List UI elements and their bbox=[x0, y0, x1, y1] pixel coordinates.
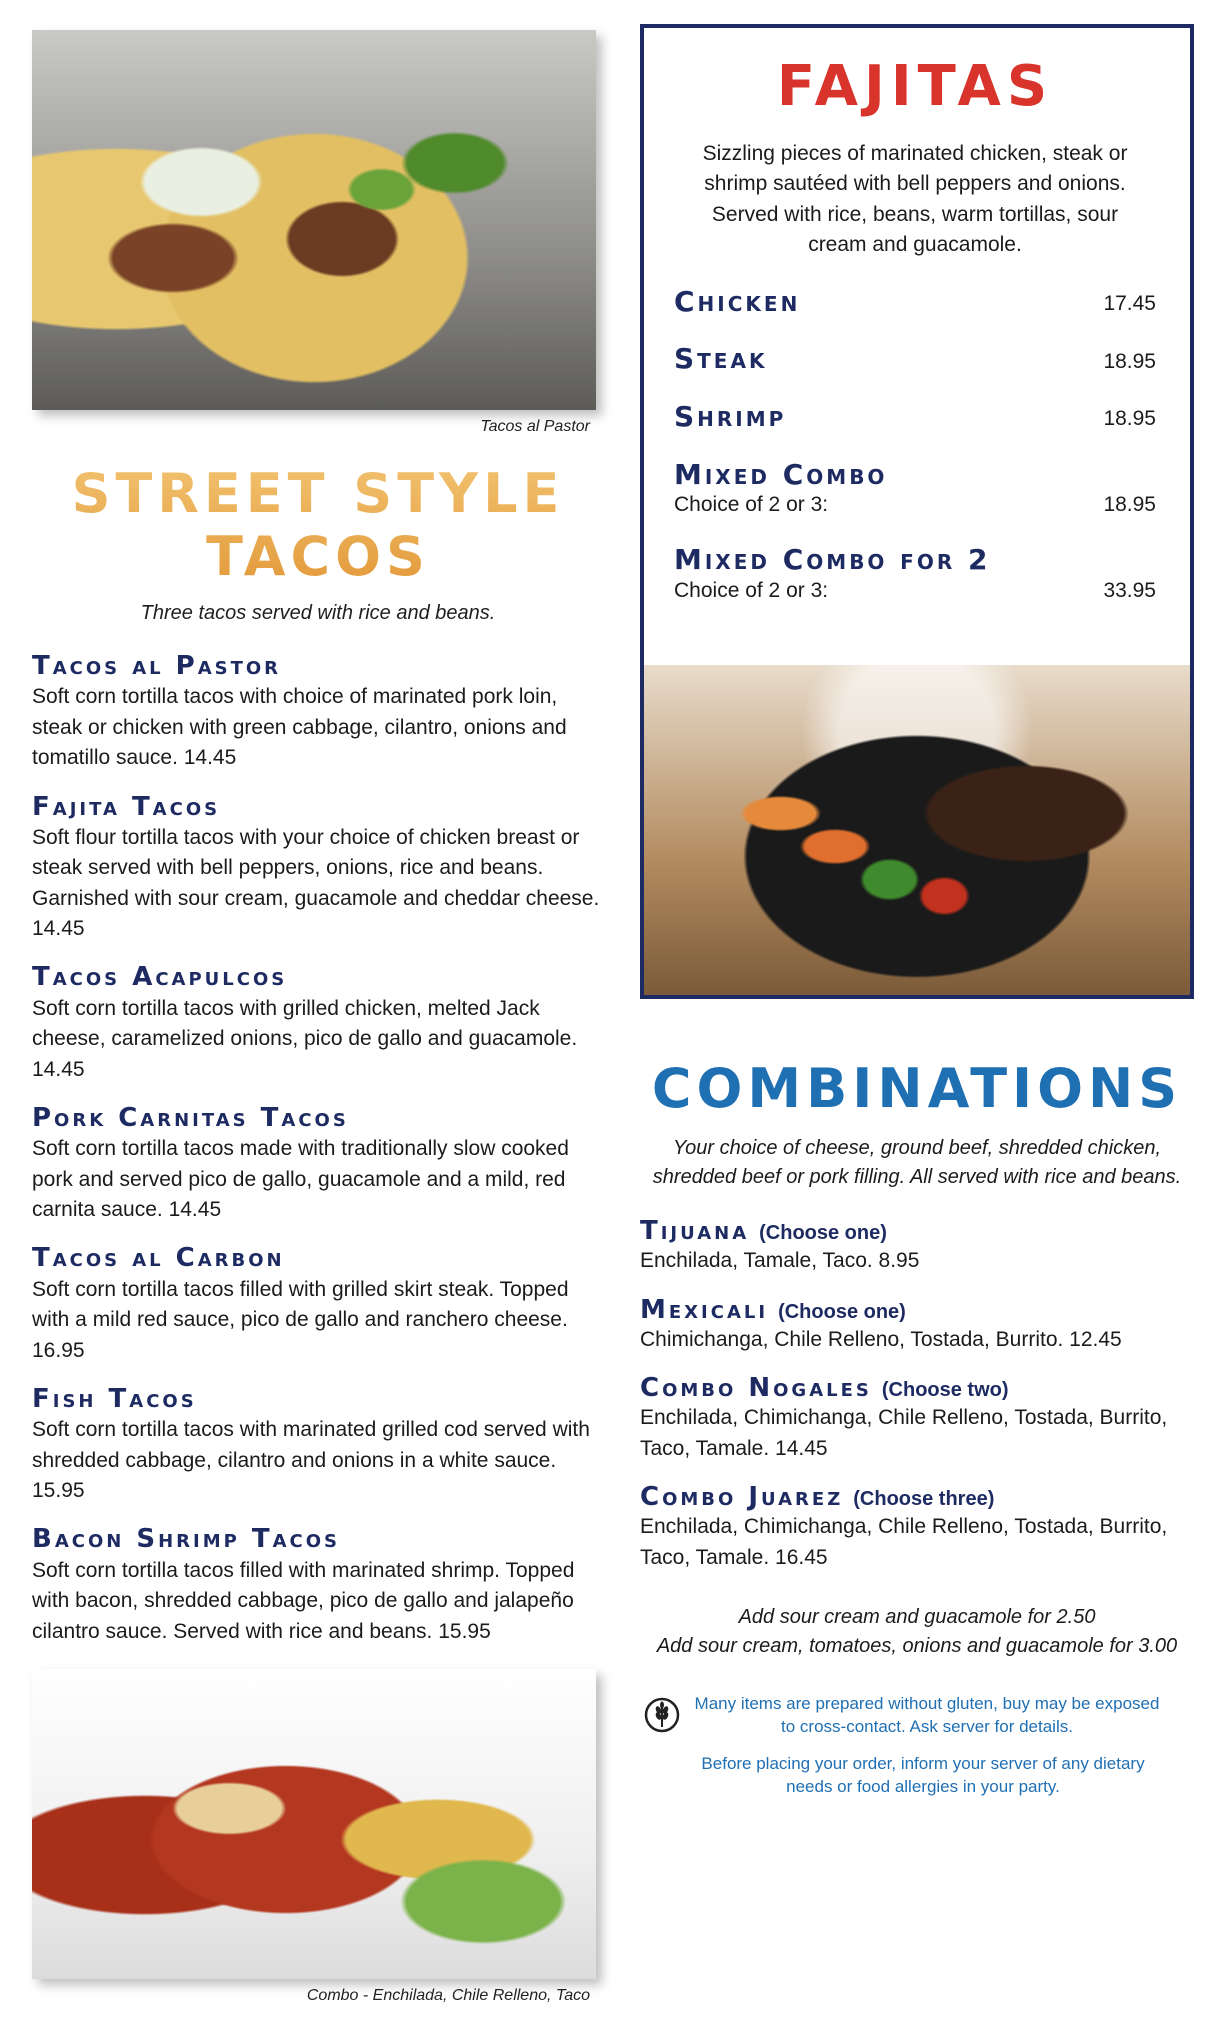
menu-item-description: Soft corn tortilla tacos with marinated grilled cod served with shredded cabbage, cilantro and onions in a white sauce. 15.95 bbox=[32, 1418, 590, 1502]
combo-choice-note: (Choose one) bbox=[778, 1300, 906, 1323]
tacos-al-pastor-photo bbox=[32, 30, 596, 410]
fajita-item-name: Mixed Combo bbox=[674, 457, 888, 491]
menu-item-name: Tacos al Pastor bbox=[32, 651, 282, 681]
menu-item bbox=[32, 792, 604, 945]
tacos-photo-caption: Tacos al Pastor bbox=[480, 418, 590, 435]
combo-photo-caption: Combo - Enchilada, Chile Relleno, Taco bbox=[306, 1986, 590, 2004]
menu-item-description: Soft corn tortilla tacos filled with grilled skirt steak. Topped with a mild red sauce, pico de gallo and ranchero cheese. 16.95 bbox=[32, 1277, 569, 1362]
combo-description: Enchilada, Chimichanga, Chile Relleno, Tostada, Burrito, Taco, Tamale. 16.45 bbox=[640, 1515, 1168, 1569]
menu-item-name: Bacon Shrimp Tacos bbox=[32, 1524, 341, 1555]
combo-description: Chimichanga, Chile Relleno, Tostada, Burrito. 12.45 bbox=[640, 1327, 1122, 1351]
menu-item bbox=[32, 651, 604, 774]
fajita-item-note: Choice of 2 or 3: bbox=[674, 493, 829, 517]
fajita-item-price: 18.95 bbox=[1103, 493, 1156, 517]
menu-item bbox=[32, 1243, 604, 1366]
fajita-item-price: 18.95 bbox=[1103, 349, 1156, 373]
gluten-notice-text: Many items are prepared without gluten, buy may be exposed to cross-contact. Ask server for details. bbox=[694, 1694, 1160, 1736]
menu-item-name: Tacos al Carbon bbox=[32, 1243, 285, 1274]
menu-item-description: Soft corn tortilla tacos filled with marinated shrimp. Topped with bacon, shredded cabbage, pico de gallo and jalapeño cilantro sauce. Served with rice and beans. 15.95 bbox=[32, 1558, 575, 1643]
street-tacos-intro: Three tacos served with rice and beans. bbox=[140, 602, 496, 624]
fajitas-title: FAJITAS bbox=[776, 54, 1054, 119]
fajita-item-price: 33.95 bbox=[1103, 579, 1156, 603]
fajita-item bbox=[674, 400, 1156, 434]
fajitas-panel bbox=[640, 24, 1194, 999]
fajitas-description: Sizzling pieces of marinated chicken, steak or shrimp sautéed with bell peppers and onions. Served with rice, beans, warm tortillas, sour cream and guacamole. bbox=[702, 142, 1128, 257]
street-tacos-title: STREET STYLE TACOS bbox=[32, 462, 604, 588]
menu-item bbox=[32, 1524, 604, 1647]
combo-name: Combo Juarez bbox=[640, 1482, 844, 1513]
menu-item-description: Soft corn tortilla tacos with choice of marinated pork loin, steak or chicken with green cabbage, cilantro, onions and tomatillo sauce. 14.45 bbox=[32, 685, 567, 770]
left-column bbox=[32, 30, 604, 2005]
menu-item bbox=[32, 962, 604, 1085]
menu-item-name: Fish Tacos bbox=[32, 1383, 197, 1414]
menu-item bbox=[32, 1384, 604, 1507]
combo-item bbox=[640, 1373, 1194, 1464]
fajita-item bbox=[674, 543, 1156, 605]
combinations-intro: Your choice of cheese, ground beef, shredded chicken, shredded beef or pork filling. All served with rice and beans. bbox=[652, 1137, 1182, 1189]
menu-item-description: Soft corn tortilla tacos made with traditionally slow cooked pork and served pico de gallo, guacamole and a mild, red carnita sauce. 14.45 bbox=[32, 1137, 569, 1221]
menu-item-name: Tacos Acapulcos bbox=[32, 962, 288, 993]
combo-choice-note: (Choose two) bbox=[881, 1379, 1009, 1402]
menu-item-name: Fajita Tacos bbox=[32, 791, 221, 822]
combo-plate-photo bbox=[32, 1669, 596, 1979]
fajita-item-name: Steak bbox=[674, 342, 768, 376]
wheat-icon bbox=[644, 1697, 680, 1733]
addon-line: Add sour cream and guacamole for 2.50 bbox=[738, 1606, 1096, 1629]
addon-line: Add sour cream, tomatoes, onions and guacamole for 3.00 bbox=[656, 1635, 1178, 1658]
right-column bbox=[640, 24, 1194, 1799]
combo-description: Enchilada, Tamale, Taco. 8.95 bbox=[640, 1249, 920, 1273]
fajita-item-name: Shrimp bbox=[674, 399, 787, 433]
combo-choice-note: (Choose one) bbox=[759, 1222, 887, 1245]
fajita-item-name: Mixed Combo for 2 bbox=[674, 543, 991, 577]
menu-item bbox=[32, 1103, 604, 1226]
fajita-item bbox=[674, 458, 1156, 520]
menu-item-name: Pork Carnitas Tacos bbox=[32, 1102, 349, 1133]
fajitas-skillet-photo bbox=[644, 665, 1190, 995]
fajita-item bbox=[674, 285, 1156, 319]
combo-item bbox=[640, 1482, 1194, 1573]
fajita-item bbox=[674, 342, 1156, 376]
combo-choice-note: (Choose three) bbox=[853, 1488, 995, 1511]
allergy-notice-text: Before placing your order, inform your server of any dietary needs or food allergies in your party. bbox=[701, 1753, 1145, 1796]
gluten-notice bbox=[640, 1693, 1194, 1739]
combo-description: Enchilada, Chimichanga, Chile Relleno, Tostada, Burrito, Taco, Tamale. 14.45 bbox=[640, 1406, 1168, 1460]
fajita-item-price: 17.45 bbox=[1103, 292, 1156, 315]
combo-name: Tijuana bbox=[640, 1216, 750, 1247]
combinations-title: COMBINATIONS bbox=[651, 1057, 1183, 1121]
fajita-item-name: Chicken bbox=[674, 284, 801, 318]
menu-item-description: Soft corn tortilla tacos with grilled chicken, melted Jack cheese, caramelized onions, pico de gallo and guacamole. 14.45 bbox=[32, 996, 578, 1081]
combo-item bbox=[640, 1295, 1194, 1355]
addons-note bbox=[640, 1603, 1194, 1661]
combo-name: Combo Nogales bbox=[640, 1373, 872, 1404]
combo-item bbox=[640, 1216, 1194, 1276]
combo-name: Mexicali bbox=[640, 1294, 769, 1325]
fajita-item-note: Choice of 2 or 3: bbox=[674, 579, 829, 603]
menu-item-description: Soft flour tortilla tacos with your choice of chicken breast or steak served with bell peppers, onions, rice and beans. Garnished with sour cream, guacamole and cheddar cheese. 14.45 bbox=[32, 825, 600, 940]
fajita-item-price: 18.95 bbox=[1103, 407, 1156, 431]
